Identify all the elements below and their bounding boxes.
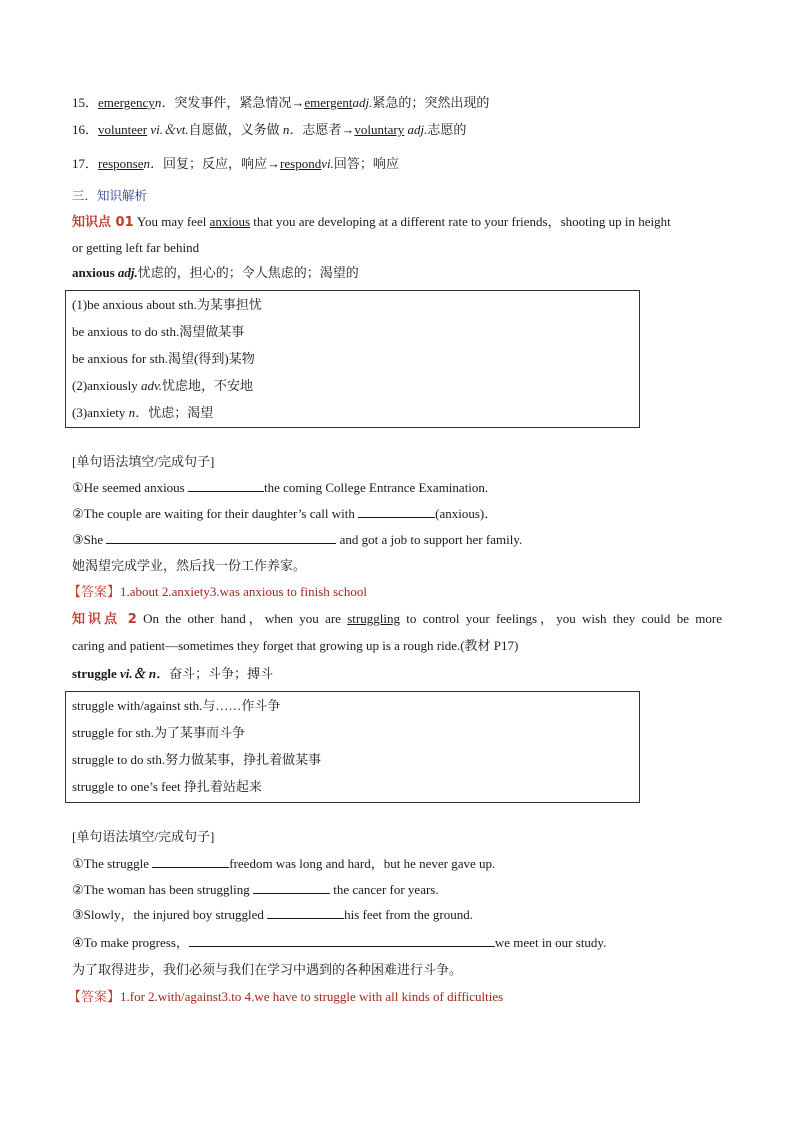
kp1-exercise-3 [72, 531, 522, 549]
exercise-text: ②The woman has been struggling [72, 882, 253, 897]
derived-pos: adj. [407, 122, 428, 137]
derived-meaning: 回答；响应 [333, 156, 399, 171]
exercise-text: ②The couple are waiting for their daughter’s call with [72, 506, 359, 521]
usage-line [72, 291, 633, 318]
kp2-key-word: struggling [347, 611, 400, 626]
kp1-exercise-2 [72, 505, 497, 523]
vocab-meaning: 回复；反应，响应→ [163, 156, 281, 171]
kp2-exercise-title: [单句语法填空/完成句子] [72, 829, 215, 844]
usage-line [72, 399, 633, 426]
part-of-speech: vi.＆vt. [150, 122, 189, 137]
exercise-text: ①He seemed anxious [72, 480, 188, 495]
exercise-text: ③Slowly，the injured boy struggled [72, 907, 268, 922]
kp2-exercise-2 [72, 881, 439, 899]
kp1-sentence [72, 213, 724, 232]
usage-en: struggle for sth. [72, 725, 154, 740]
usage-line [72, 372, 633, 399]
usage-line [72, 345, 633, 372]
kp2-sentence-part: to control your feelings，you wish they could be more [399, 611, 722, 626]
derived-pos: vi. [321, 156, 334, 171]
answer-blank[interactable] [189, 934, 495, 947]
answer-text: 1.for 2.with/against3.to 4.we have to struggle with all kinds of difficulties [120, 989, 504, 1004]
kp1-key-word: anxious [209, 214, 251, 229]
item-number: 15． [72, 95, 99, 110]
exercise-text: the cancer for years. [329, 882, 439, 897]
kp1-exercise-1 [72, 479, 488, 497]
kp2-exercise-1 [72, 855, 495, 873]
vocab-meaning: 突发事件，紧急情况→ [174, 95, 305, 110]
derived-pos: adj. [352, 95, 373, 110]
kp2-exercise-4-chinese: 为了取得进步，我们必须与我们在学习中遇到的各种困难进行斗争。 [72, 962, 463, 977]
exercise-text: and got a job to support her family. [336, 532, 523, 547]
kp2-sentence [72, 610, 722, 629]
exercise-text: ①The struggle [72, 856, 153, 871]
usage-line [72, 692, 633, 719]
answer-label: 【答案】 [68, 585, 121, 600]
usage-zh: 渴望(得到)某物 [168, 351, 255, 366]
usage-zh: 忧虑；渴望 [148, 405, 214, 420]
kp2-sentence-line2: caring and patient—sometimes they forget that growing up is a rough ride.(教材 P17) [72, 638, 519, 653]
kp1-usage-box [65, 290, 640, 428]
answer-blank[interactable] [152, 855, 229, 868]
usage-en: (3)anxiety [72, 405, 129, 420]
usage-line [72, 746, 633, 773]
derived-word: emergent [304, 95, 353, 110]
usage-line [72, 318, 633, 345]
headword: anxious [72, 265, 115, 280]
exercise-text: freedom was long and hard，but he never gave up. [229, 856, 496, 871]
exercise-text: the coming College Entrance Examination. [263, 480, 489, 495]
usage-en: struggle to one’s feet [72, 779, 184, 794]
headword-meaning: 奋斗；斗争；搏斗 [169, 666, 274, 681]
usage-en: be anxious to do sth. [72, 324, 180, 339]
answer-blank[interactable] [188, 479, 264, 492]
derived-word: respond [280, 156, 322, 171]
exercise-text: ④To make progress， [72, 935, 189, 950]
headword-meaning: 忧虑的，担心的；令人焦虑的；渴望的 [137, 265, 359, 280]
vocab-meaning-2: 志愿者→ [302, 122, 355, 137]
knowledge-point-label: 知识点 01 [72, 215, 134, 230]
exercise-text: ③She [72, 532, 107, 547]
usage-en: (2)anxiously [72, 378, 141, 393]
vocab-word: emergency [98, 95, 155, 110]
usage-zh: 渴望做某事 [179, 324, 245, 339]
answer-blank[interactable] [267, 906, 344, 919]
kp1-headword [72, 264, 359, 282]
usage-zh: 为某事担忧 [196, 297, 262, 312]
derived-meaning: 紧急的；突然出现的 [372, 95, 490, 110]
headword-pos: vi.＆ n． [116, 666, 170, 681]
exercise-text: (anxious)． [435, 506, 498, 521]
kp2-headword [72, 665, 273, 683]
section-heading: 三．知识解析 [72, 188, 148, 203]
kp1-answer [68, 583, 367, 602]
kp1-exercise-3-chinese: 她渴望完成学业，然后找一份工作养家。 [72, 558, 307, 573]
kp2-sentence-part: On the other hand，when you are [136, 611, 348, 626]
exercise-text: his feet from the ground. [344, 907, 473, 922]
part-of-speech-2: n． [282, 122, 303, 137]
kp1-exercise-title: [单句语法填空/完成句子] [72, 454, 215, 469]
kp1-sentence-line2: or getting left far behind [72, 240, 200, 255]
usage-pos: adv. [140, 378, 163, 393]
derived-meaning: 志愿的 [427, 122, 467, 137]
derived-word: voluntary [354, 122, 405, 137]
answer-blank[interactable] [106, 531, 336, 544]
item-number: 16． [72, 122, 99, 137]
item-number: 17． [72, 156, 99, 171]
kp2-usage-box [65, 691, 640, 803]
usage-pos: n． [128, 405, 149, 420]
knowledge-point-label: 知识点 2 [72, 612, 137, 627]
answer-text: 1.about 2.anxiety3.was anxious to finish school [120, 584, 367, 599]
usage-line [72, 719, 633, 746]
kp2-exercise-4 [72, 934, 606, 952]
kp2-exercise-3 [72, 906, 473, 924]
usage-zh: 忧虑地，不安地 [162, 378, 254, 393]
usage-zh: 努力做某事，挣扎着做某事 [165, 752, 322, 767]
headword: struggle [72, 666, 117, 681]
headword-pos: adj. [114, 265, 138, 280]
kp2-answer [68, 988, 503, 1007]
part-of-speech: n． [154, 95, 175, 110]
answer-label: 【答案】 [68, 990, 121, 1005]
kp1-sentence-part: that you are developing at a different rate to your friends，shooting up in height [250, 214, 671, 229]
answer-blank[interactable] [358, 505, 435, 518]
vocab-item-15 [72, 94, 489, 112]
usage-line [72, 773, 633, 800]
usage-en: (1)be anxious about sth. [72, 297, 197, 312]
vocab-word: response [98, 156, 144, 171]
usage-zh: 挣扎着站起来 [183, 779, 262, 794]
usage-en: struggle to do sth. [72, 752, 166, 767]
usage-zh: 与……作斗争 [202, 698, 281, 713]
vocab-item-17 [72, 155, 399, 173]
exercise-text: we meet in our study. [494, 935, 607, 950]
vocab-word: volunteer [98, 122, 148, 137]
usage-en: struggle with/against sth. [72, 698, 203, 713]
vocab-meaning: 自愿做，义务做 [188, 122, 283, 137]
kp1-sentence-part: You may feel [133, 214, 210, 229]
part-of-speech: n． [143, 156, 164, 171]
answer-blank[interactable] [253, 881, 330, 894]
usage-zh: 为了某事而斗争 [153, 725, 245, 740]
usage-en: be anxious for sth. [72, 351, 169, 366]
vocab-item-16 [72, 121, 466, 139]
